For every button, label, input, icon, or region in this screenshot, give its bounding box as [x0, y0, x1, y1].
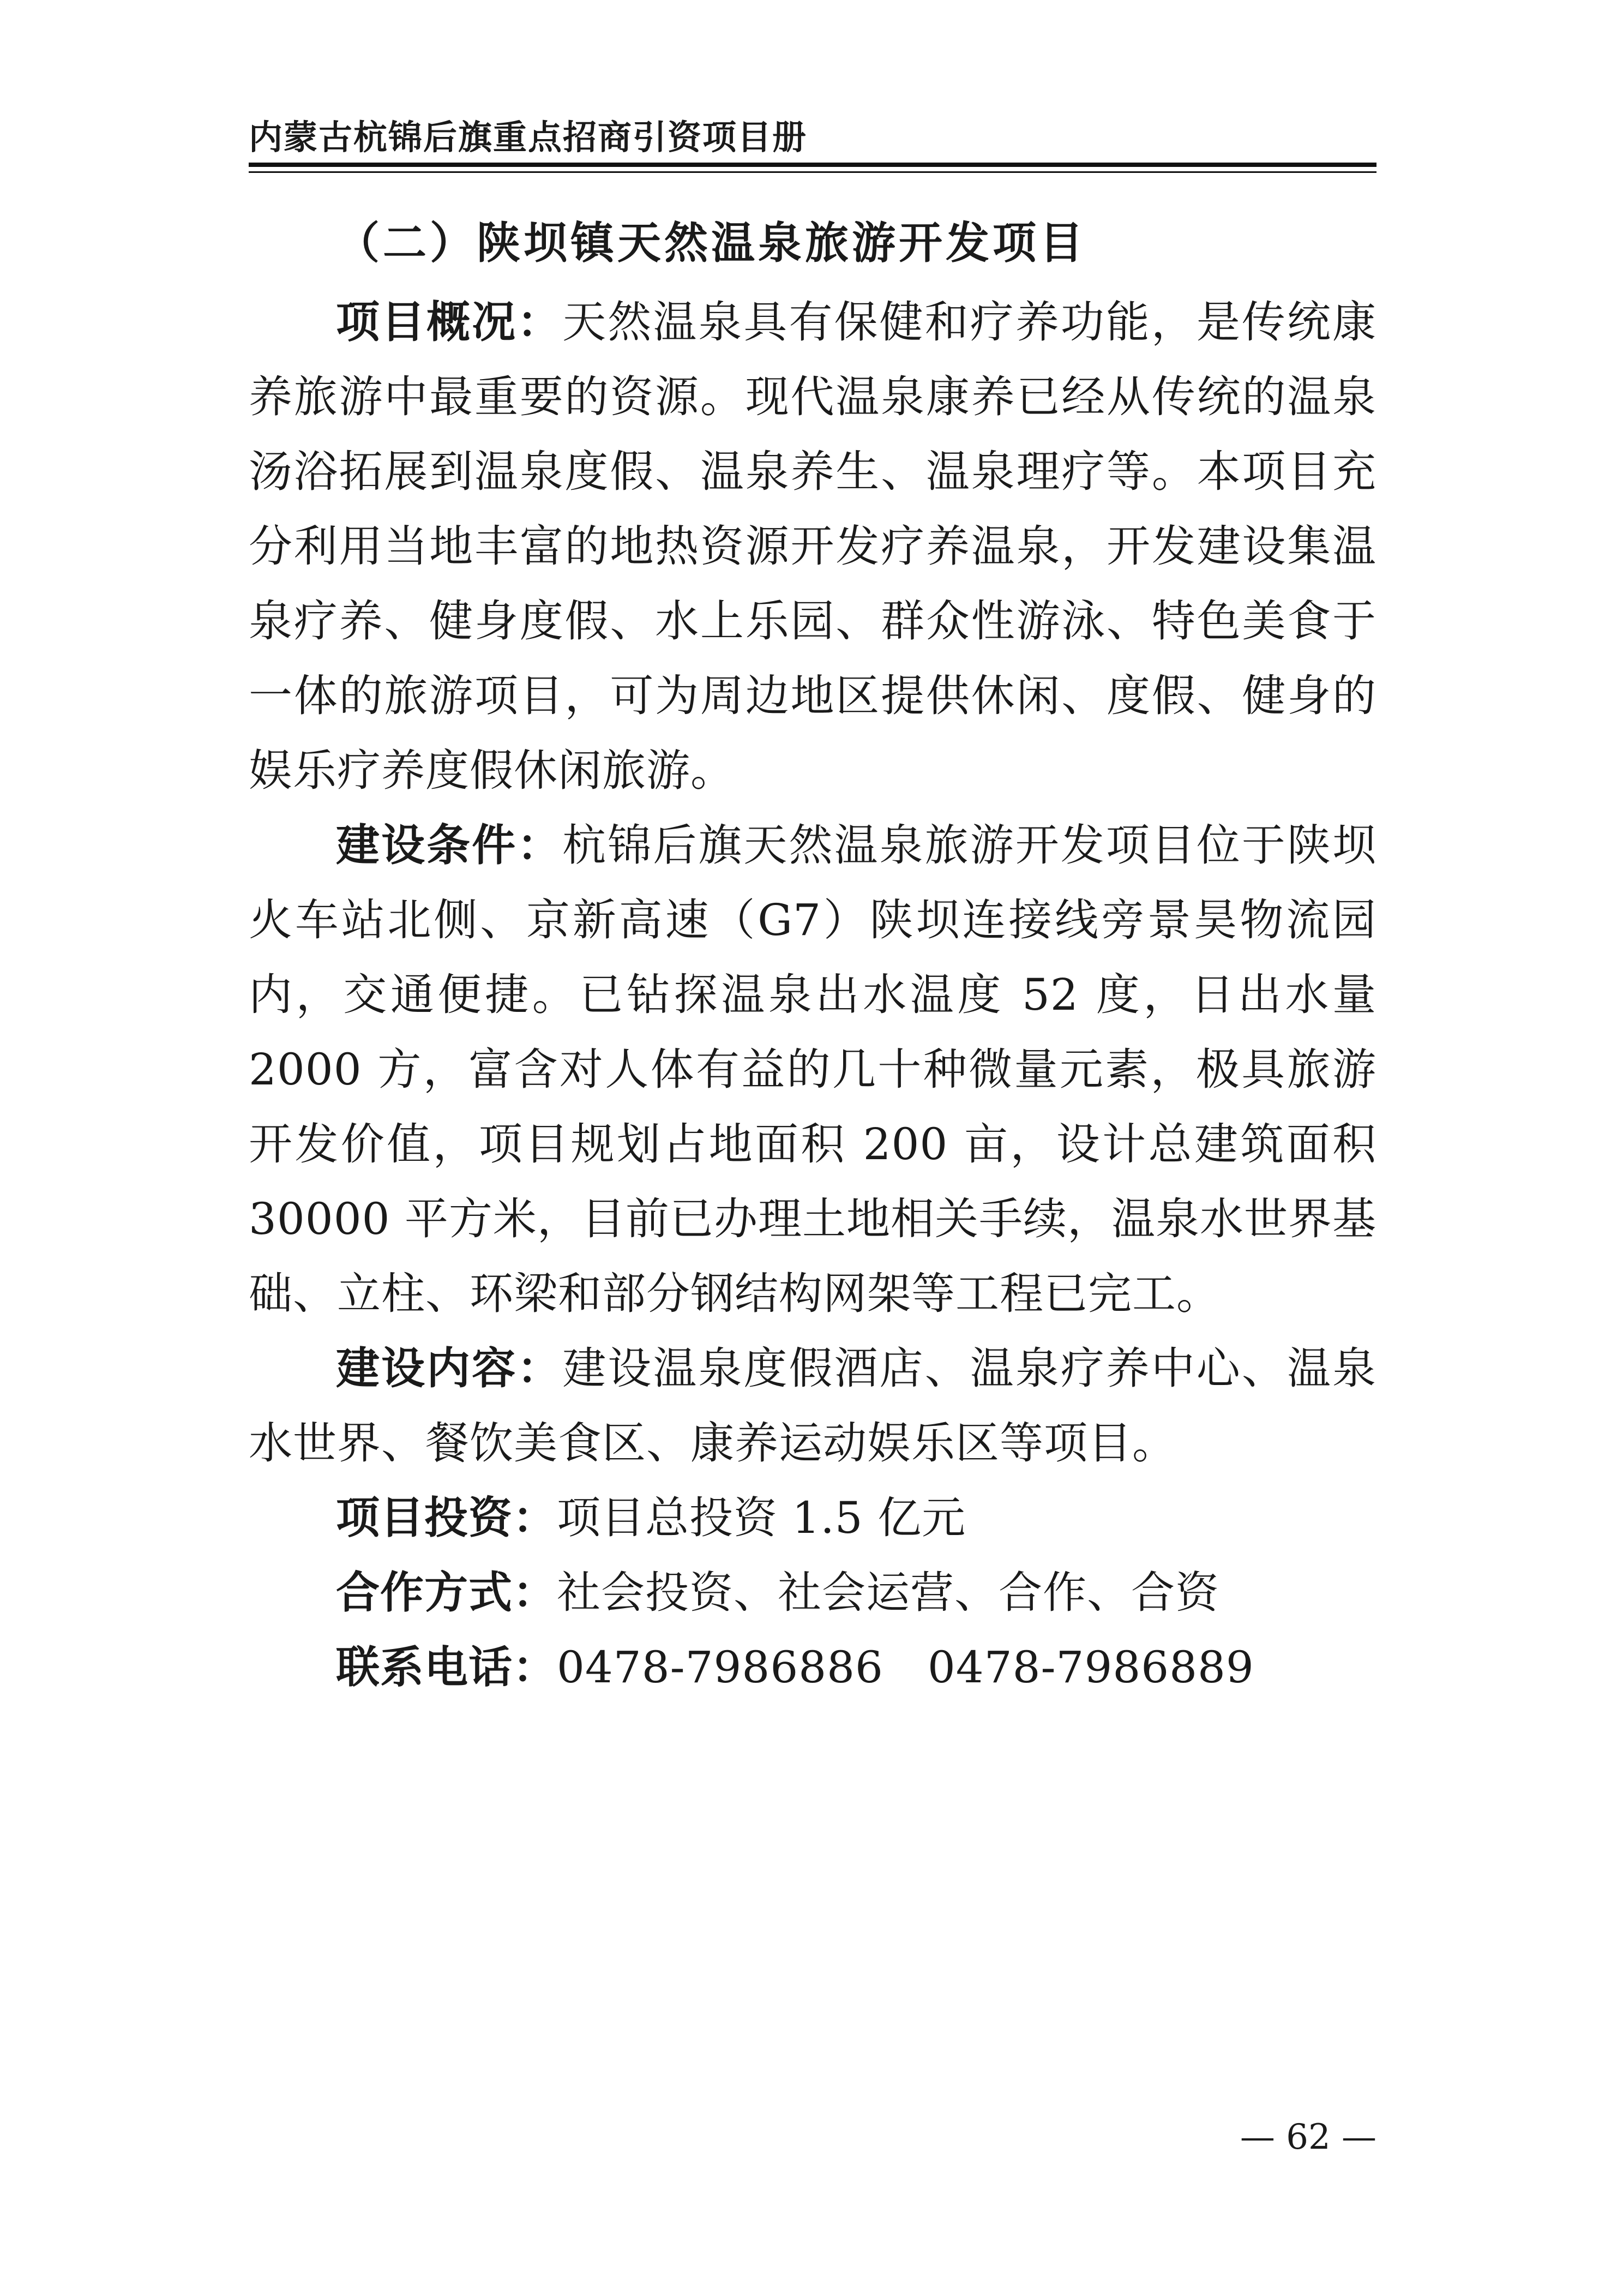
overview-paragraph [249, 285, 1376, 808]
cooperation-paragraph [249, 1555, 1376, 1630]
content-text: 建设温泉度假酒店、温泉疗养中心、温泉水世界、餐饮美食区、康养运动娱乐区等项目。 [249, 1343, 1377, 1468]
contact-text: 0478-7986886 0478-7986889 [557, 1642, 1254, 1693]
page-number: — 62 — [1240, 2117, 1376, 2157]
investment-paragraph [249, 1480, 1376, 1555]
contact-label: 联系电话： [336, 1642, 557, 1693]
cooperation-text: 社会投资、社会运营、合作、合资 [557, 1567, 1219, 1618]
overview-text: 天然温泉具有保健和疗养功能，是传统康养旅游中最重要的资源。现代温泉康养已经从传统的温泉汤浴拓展到温泉度假、温泉养生、温泉理疗等。本项目充分利用当地丰富的地热资源开发疗养温泉，开发建设集温泉疗养、健身度假、水上乐园、群众性游泳、特色美食于一体的旅游项目，可为周边地区提供休闲、度假、健身的娱乐疗养度假休闲旅游。 [249, 297, 1377, 796]
page-content [249, 207, 1376, 1705]
investment-label: 项目投资： [336, 1492, 557, 1543]
conditions-paragraph [249, 808, 1376, 1331]
document-header-title: 内蒙古杭锦后旗重点招商引资项目册 [249, 117, 808, 157]
cooperation-label: 合作方式： [336, 1567, 557, 1618]
investment-text: 项目总投资 1.5 亿元 [557, 1492, 966, 1543]
overview-label: 项目概况： [336, 297, 563, 347]
content-paragraph [249, 1331, 1376, 1480]
header-rule-thin [249, 171, 1376, 173]
contact-paragraph [249, 1630, 1376, 1705]
header-rule-thick [249, 163, 1376, 167]
conditions-text: 杭锦后旗天然温泉旅游开发项目位于陕坝火车站北侧、京新高速（G7）陕坝连接线旁景昊物流园内，交通便捷。已钻探温泉出水温度 52 度，日出水量 2000 方，富含对人体有益的几十种微量元素，极具旅游开发价值，项目规划占地面积 200 亩，设计总建筑面积 30000 平方米，目前已办理土地相关手续，温泉水世界基础、立柱、环梁和部分钢结构网架等工程已完工。 [249, 820, 1377, 1319]
section-heading: （二）陕坝镇天然温泉旅游开发项目 [336, 217, 1086, 268]
content-label: 建设内容： [336, 1343, 563, 1394]
conditions-label: 建设条件： [336, 820, 563, 871]
